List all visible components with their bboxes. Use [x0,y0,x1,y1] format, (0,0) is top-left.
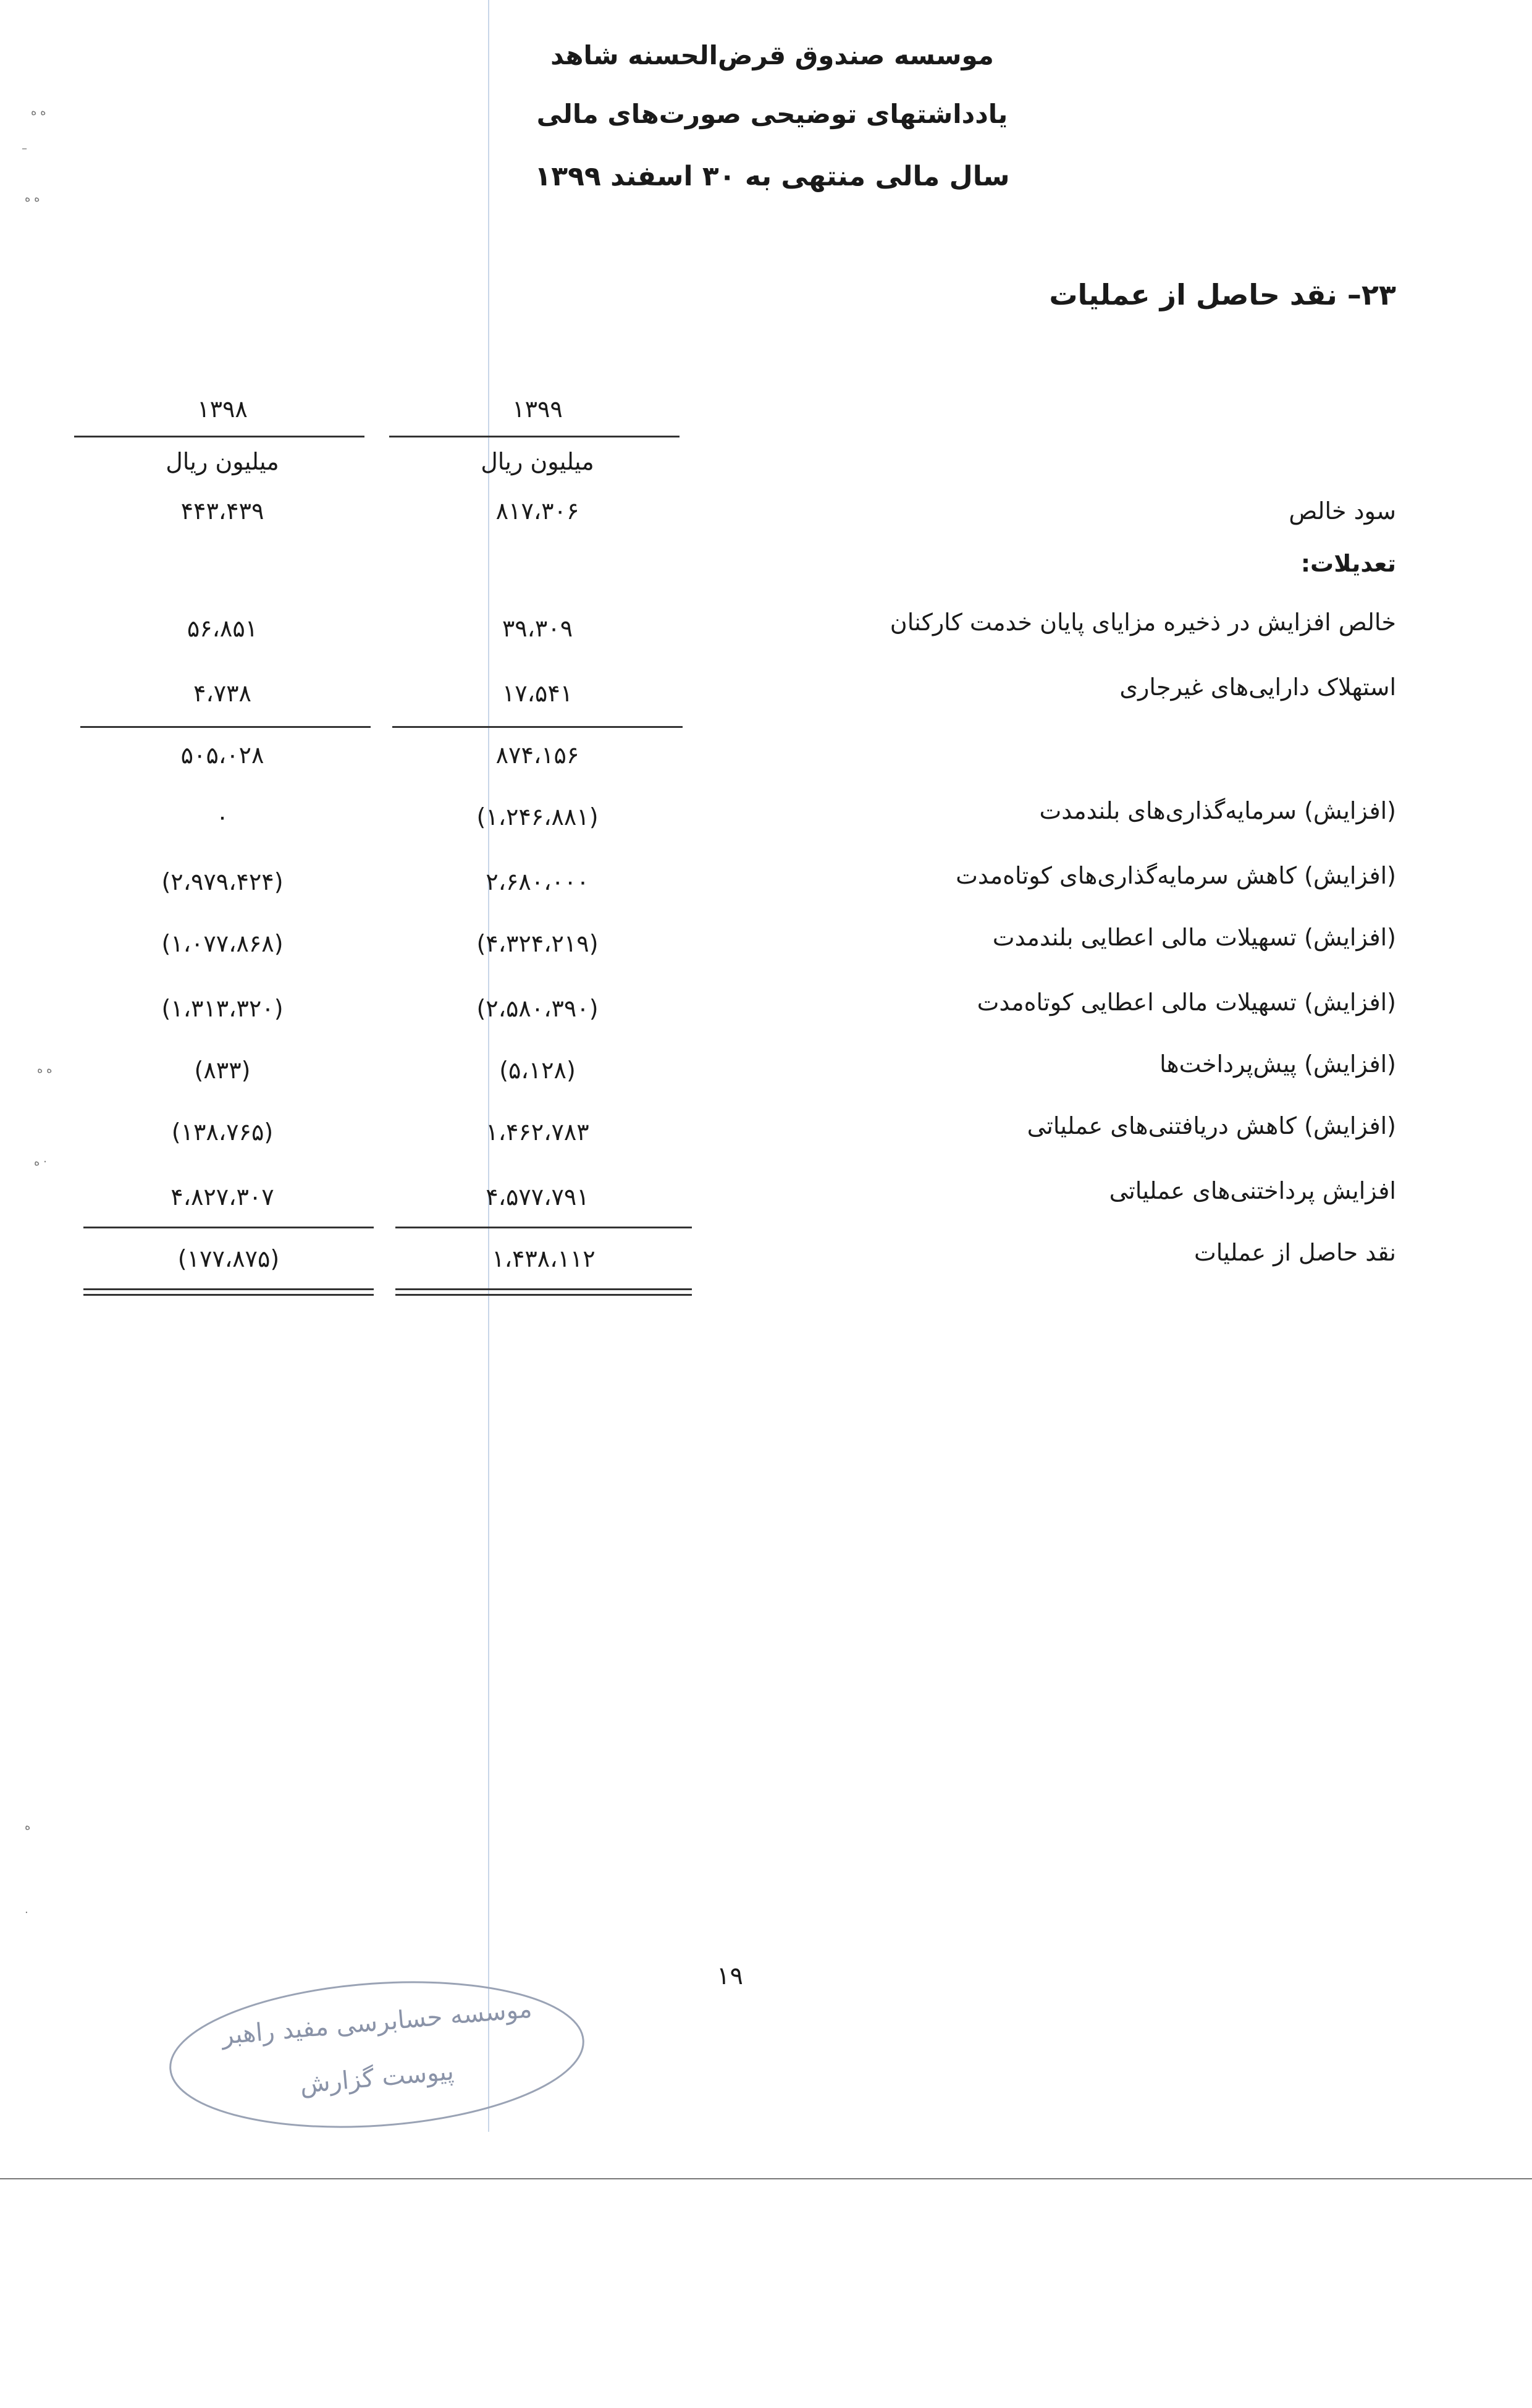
row-label-depreciation: استهلاک دارایی‌های غیرجاری [1119,674,1396,701]
row-label-receivables: (افزایش) کاهش دریافتنی‌های عملیاتی [1027,1112,1396,1139]
row-value-1399: (۱،۲۴۶،۸۸۱) [476,803,599,830]
subtotal-value-1399: ۸۷۴،۱۵۶ [495,741,579,769]
row-value-1399: ۱۷،۵۴۱ [502,680,573,707]
double-rule-1399 [395,1288,692,1296]
row-label-adjustments: تعدیلات: [1300,550,1396,577]
row-label-cash-from-operations: نقد حاصل از عملیات [1193,1239,1396,1266]
col-year-1399: ۱۳۹۹ [512,395,563,423]
scan-speck: ه ه [37,1063,53,1076]
row-value-1399: ۴،۵۷۷،۷۹۱ [486,1183,589,1210]
scan-speck: – [22,142,27,155]
total-rule-1398 [83,1227,374,1228]
scan-speck: ه · [34,1155,47,1168]
auditor-stamp [164,1974,590,2135]
page-bottom-edge [0,2178,1532,2179]
scan-speck: · [25,1906,28,1919]
scan-speck: ه ه [31,105,46,118]
row-value-1399: (۴،۳۲۴،۲۱۹) [476,930,599,957]
stamp-line-2: پیوست گزارش [298,2057,455,2099]
page-number: ۱۹ [717,1962,743,1990]
row-value-1398: (۱۳۸،۷۶۵) [171,1118,274,1146]
row-value-1398: ۴،۸۲۷،۳۰۷ [170,1183,274,1210]
subtotal-value-1398: ۵۰۵،۰۲۸ [180,741,264,769]
row-value-1399: ۲،۶۸۰،۰۰۰ [486,868,589,895]
header-rule-1399 [389,436,680,437]
row-label-net-profit: سود خالص [1289,497,1396,525]
stamp-line-1: موسسه حسابرسی مفید راهبر [220,1995,534,2050]
row-label-prepayments: (افزایش) پیش‌پرداخت‌ها [1160,1050,1396,1078]
org-name: موسسه صندوق قرض‌الحسنه شاهد [550,40,994,70]
row-value-1398: (۸۳۳) [194,1057,251,1084]
report-subtitle: یادداشتهای توضیحی صورت‌های مالی [536,99,1008,129]
row-value-1398: (۱،۳۱۳،۳۲۰) [161,995,284,1022]
total-rule-1399 [395,1227,692,1228]
report-period: سال مالی منتهی به ۳۰ اسفند ۱۳۹۹ [534,161,1010,192]
scan-speck: ه ه [25,192,40,205]
row-label-lt-facilities: (افزایش) تسهیلات مالی اعطایی بلندمدت [992,924,1396,951]
row-value-1399: ۱،۴۶۲،۷۸۳ [486,1118,589,1146]
unit-1399: میلیون ریال [481,448,594,475]
row-value-1398: ۵۶،۸۵۱ [187,615,258,642]
row-value-1398: (۲،۹۷۹،۴۲۴) [161,868,284,895]
row-value-1399: ۸۱۷،۳۰۶ [495,497,579,525]
row-value-1399: ۳۹،۳۰۹ [502,615,573,642]
scan-speck: ه [25,1820,31,1833]
section-title: ۲۳– نقد حاصل از عملیات [1049,278,1396,311]
row-label-st-facilities: (افزایش) تسهیلات مالی اعطایی کوتاه‌مدت [977,989,1396,1016]
col-year-1398: ۱۳۹۸ [197,395,248,423]
row-label-st-investments: (افزایش) کاهش سرمایه‌گذاری‌های کوتاه‌مدت [956,862,1396,889]
row-label-lt-investments: (افزایش) سرمایه‌گذاری‌های بلندمدت [1039,797,1396,824]
total-value-1399: ۱،۴۳۸،۱۱۲ [492,1245,596,1272]
double-rule-1398 [83,1288,374,1296]
subtotal-rule-1399 [392,726,683,728]
row-value-1399: (۲،۵۸۰،۳۹۰) [476,995,599,1022]
subtotal-rule-1398 [80,726,371,728]
unit-1398: میلیون ریال [166,448,279,475]
row-value-1398: ۴،۷۳۸ [193,680,251,707]
row-value-1398: ۰ [216,803,229,830]
row-label-eosb: خالص افزایش در ذخیره مزایای پایان خدمت کارکنان [890,609,1396,636]
total-value-1398: (۱۷۷،۸۷۵) [177,1245,280,1272]
row-value-1398: ۴۴۳،۴۳۹ [180,497,264,525]
row-label-payables: افزایش پرداختنی‌های عملیاتی [1109,1177,1396,1204]
row-value-1398: (۱،۰۷۷،۸۶۸) [161,930,284,957]
row-value-1399: (۵،۱۲۸) [499,1057,576,1084]
header-rule-1398 [74,436,364,437]
